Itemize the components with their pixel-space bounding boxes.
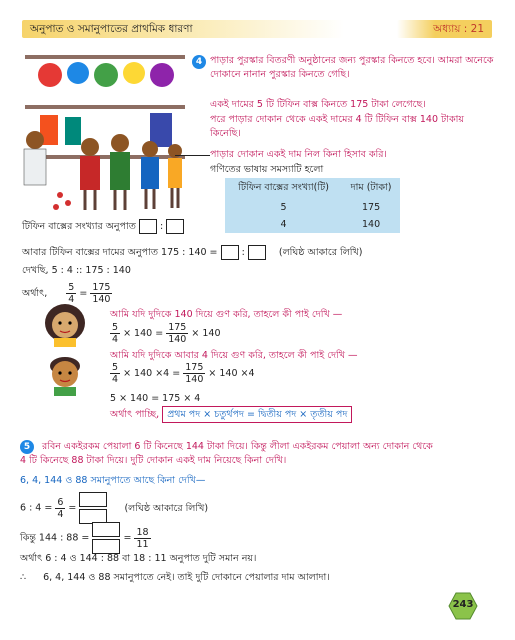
problem-4-line3: একই দামের 5 টি টিফিন বাক্স কিনতে 175 টাকা লেগেছে। (210, 99, 426, 110)
bag-icon (67, 62, 89, 84)
child-head (142, 141, 158, 157)
pointer-line (175, 155, 210, 156)
fraction: $\frac{175}{140}$ (168, 322, 187, 345)
chapter-title: অনুপাত ও সমানুপাতের প্রাথমিক ধারণা (30, 23, 193, 35)
problem-5-line1: রবিন একইরকম পেয়ালা 6 টি কিনেছে 144 টাকা দিয়ে। কিন্তু লীলা একইরকম পেয়ালা অন্য দোকান থেকে (42, 441, 433, 452)
tiffin-ratio-label: টিফিন বাক্সের সংখ্যার অনুপাত (22, 221, 136, 232)
tiffin-ratio-line (22, 219, 184, 234)
page-number-badge (448, 592, 478, 620)
problem-5-check: 6, 4, 144 ও 88 সমানুপাতে আছে কিনা দেখি— (20, 475, 206, 486)
page-number: 243 (452, 599, 474, 610)
child-body (80, 156, 100, 190)
bag-icon (150, 63, 174, 87)
proportion-rule-box: প্রথম পদ × চতুর্থপদ = দ্বিতীয় পদ × তৃতীয় পদ (162, 406, 352, 423)
answer-box[interactable] (79, 492, 107, 507)
child-head (81, 138, 99, 156)
table-header-row (225, 178, 400, 199)
answer-fraction-box (79, 492, 107, 524)
simplest-note: (লঘিষ্ঠ আকারে লিখি) (278, 247, 363, 258)
problem-5-means: অর্থাৎ 6 : 4 ও 144 : 88 বা 18 : 11 অনুপাত দুটি সমান নয়। (20, 553, 257, 564)
fraction: $\frac{175}{140}$ (185, 362, 204, 385)
answer-box[interactable] (139, 219, 157, 234)
child-body (168, 158, 182, 188)
fraction: $\frac{5}{4}$ (112, 362, 119, 385)
problem-4-line2: দোকানে নানান পুরস্কার কিনতে গেছি। (210, 69, 350, 80)
boy-statement: আমি যদি দুদিকে আবার 4 দিয়ে গুণ করি, তাহলে কী পাই দেখি — (110, 350, 358, 361)
problem-4-number: 4 (192, 55, 206, 69)
child-body (110, 152, 130, 190)
answer-box[interactable] (92, 522, 120, 537)
table-header: টিফিন বাক্সের সংখ্যা(টি) (238, 182, 329, 193)
girl-statement: আমি যদি দুদিকে 140 দিয়ে গুণ করি, তাহলে কী পাই দেখি — (110, 309, 343, 320)
cross-product-equation: 5 × 140 = 175 × 4 (110, 393, 201, 404)
boy-avatar (42, 354, 88, 396)
tiffin-table (225, 178, 400, 233)
table-row (225, 216, 400, 233)
shopkeeper-body (24, 149, 46, 185)
shelf-middle (25, 105, 185, 109)
answer-box[interactable] (166, 219, 184, 234)
ratio-144-88-line: কিন্তু 144 : 88 = = $\frac{18}{11}$ (20, 522, 151, 554)
ratio-colon: : (159, 221, 164, 232)
problem-4-line4: পরে পাড়ার দোকান থেকে একই দামের 4 টি টিফিন বাক্স 140 টাকায় (210, 114, 464, 125)
child-head (111, 134, 129, 152)
fraction: $\frac{6}{4}$ (57, 496, 64, 520)
ratio-colon: : (241, 247, 245, 258)
fraction: $\frac{5}{4}$ (112, 322, 119, 345)
shop-illustration (20, 45, 190, 215)
problem-5-conclusion: 6, 4, 144 ও 88 সমানুপাতে নেই। তাই দুটি দোকানে পেয়ালার দাম আলাদা। (43, 572, 330, 583)
fraction: $\frac{175}{140}$ (92, 282, 111, 305)
answer-box[interactable] (248, 245, 266, 260)
chapter-title-bar (22, 20, 344, 38)
result-line (110, 406, 352, 423)
shelf-bottom (25, 155, 185, 159)
problem-4-line7: গণিতের ভাষায় সমস্যাটি হলো (210, 164, 324, 175)
problem-5-line2: 4 টি কিনেছে 88 টাকা দিয়ে। দুটি দোকান একই দাম নিয়েছে কিনা দেখি। (20, 455, 287, 466)
ratio-6-4-line: 6 : 4 = $\frac{6}{4}$ = (লঘিষ্ঠ আকারে লিখি) (20, 492, 208, 524)
table-cell: 4 (280, 219, 287, 230)
result-prefix: অর্থাৎ পাচ্ছি, (110, 409, 160, 420)
problem-4-line6: পাড়ার দোকান একই দাম নিল কিনা হিসাব করি। (210, 149, 387, 160)
table-cell: 5 (280, 202, 287, 213)
fraction: $\frac{5}{4}$ (68, 282, 75, 305)
answer-fraction-box (92, 522, 120, 554)
boy-equation: $\frac{5}{4}$ × 140 ×4 = $\frac{175}{140}$ × 140 ×4 (112, 362, 255, 385)
table-row (225, 199, 400, 216)
price-ratio-label: আবার টিফিন বাক্সের দামের অনুপাত 175 : 140 = (22, 247, 218, 258)
girl-avatar (40, 303, 90, 347)
meaning-label: অর্থাৎ, (22, 288, 48, 299)
proportion-statement: দেখছি, 5 : 4 :: 175 : 140 (22, 265, 131, 276)
meaning-line: অর্থাৎ, $\frac{5}{4}$ = $\frac{175}{140}$ (22, 282, 111, 305)
table-cell: 175 (361, 202, 381, 213)
bag-icon (94, 63, 118, 87)
answer-box[interactable] (221, 245, 239, 260)
chapter-number-bar (397, 20, 492, 38)
bottle-icon (65, 117, 81, 145)
problem-4-line1: পাড়ার পুরস্কার বিতরণী অনুষ্ঠানের জন্য পুরস্কার কিনতে হবে। আমরা অনেকে (210, 55, 494, 66)
problem-4-line5: কিনেছি। (210, 128, 241, 139)
shopkeeper-head (26, 131, 44, 149)
chapter-number: অধ্যায় : 21 (433, 23, 484, 35)
girl-equation: $\frac{5}{4}$ × 140 = $\frac{175}{140}$ × 140 (112, 322, 221, 345)
child-body (141, 157, 159, 189)
page-header (22, 20, 492, 38)
bag-icon (38, 63, 62, 87)
bag-icon (123, 62, 145, 84)
table-cell: 140 (361, 219, 381, 230)
problem-5-conclusion-line: ∴ 6, 4, 144 ও 88 সমানুপাতে নেই। তাই দুটি দোকানে পেয়ালার দাম আলাদা। (20, 572, 330, 583)
table-header: দাম (টাকা) (350, 182, 392, 193)
shelf-top (25, 55, 185, 59)
price-ratio-line (22, 245, 362, 260)
fraction: $\frac{18}{11}$ (136, 526, 149, 550)
problem-5-number: 5 (20, 440, 34, 454)
